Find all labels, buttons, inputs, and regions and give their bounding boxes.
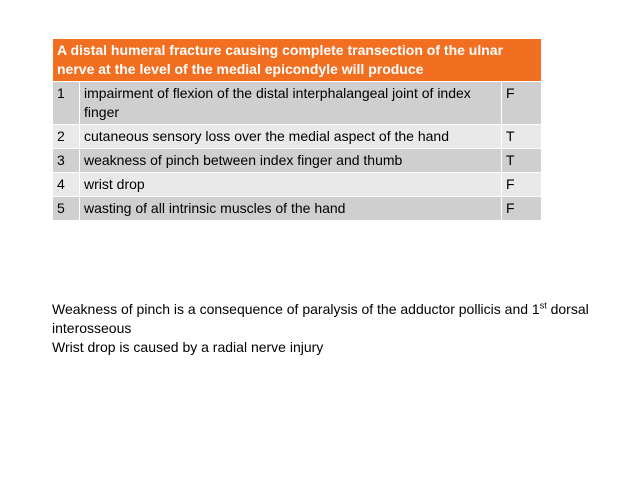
- row-number: 4: [53, 173, 80, 197]
- note-pinch: [52, 300, 612, 338]
- row-answer: T: [501, 125, 541, 149]
- row-answer: T: [501, 149, 541, 173]
- row-number: 3: [53, 149, 80, 173]
- row-statement: wrist drop: [80, 173, 502, 197]
- explanation-notes: [52, 300, 612, 357]
- row-answer: F: [501, 82, 541, 125]
- row-number: 2: [53, 125, 80, 149]
- row-statement: cutaneous sensory loss over the medial aspect of the hand: [80, 125, 502, 149]
- question-table: [52, 38, 542, 221]
- row-answer: F: [501, 173, 541, 197]
- row-statement: impairment of flexion of the distal interphalangeal joint of index finger: [80, 82, 502, 125]
- row-statement: wasting of all intrinsic muscles of the hand: [80, 197, 502, 221]
- note-pinch-text: Weakness of pinch is a consequence of paralysis of the adductor pollicis and 1: [52, 301, 540, 317]
- question-stem: A distal humeral fracture causing complete transection of the ulnar nerve at the level of the medial epicondyle will produce: [53, 39, 542, 82]
- note-wrist-drop: Wrist drop is caused by a radial nerve injury: [52, 339, 324, 355]
- note-pinch-text-end: dorsal interosseous: [52, 301, 589, 336]
- row-number: 1: [53, 82, 80, 125]
- row-statement: weakness of pinch between index finger and thumb: [80, 149, 502, 173]
- note-pinch-superscript: st: [539, 300, 547, 311]
- table-row: [53, 197, 542, 221]
- table-row: [53, 82, 542, 125]
- table-row: [53, 125, 542, 149]
- row-number: 5: [53, 197, 80, 221]
- table-row: [53, 149, 542, 173]
- table-row: [53, 173, 542, 197]
- question-header-row: [53, 39, 542, 82]
- row-answer: F: [501, 197, 541, 221]
